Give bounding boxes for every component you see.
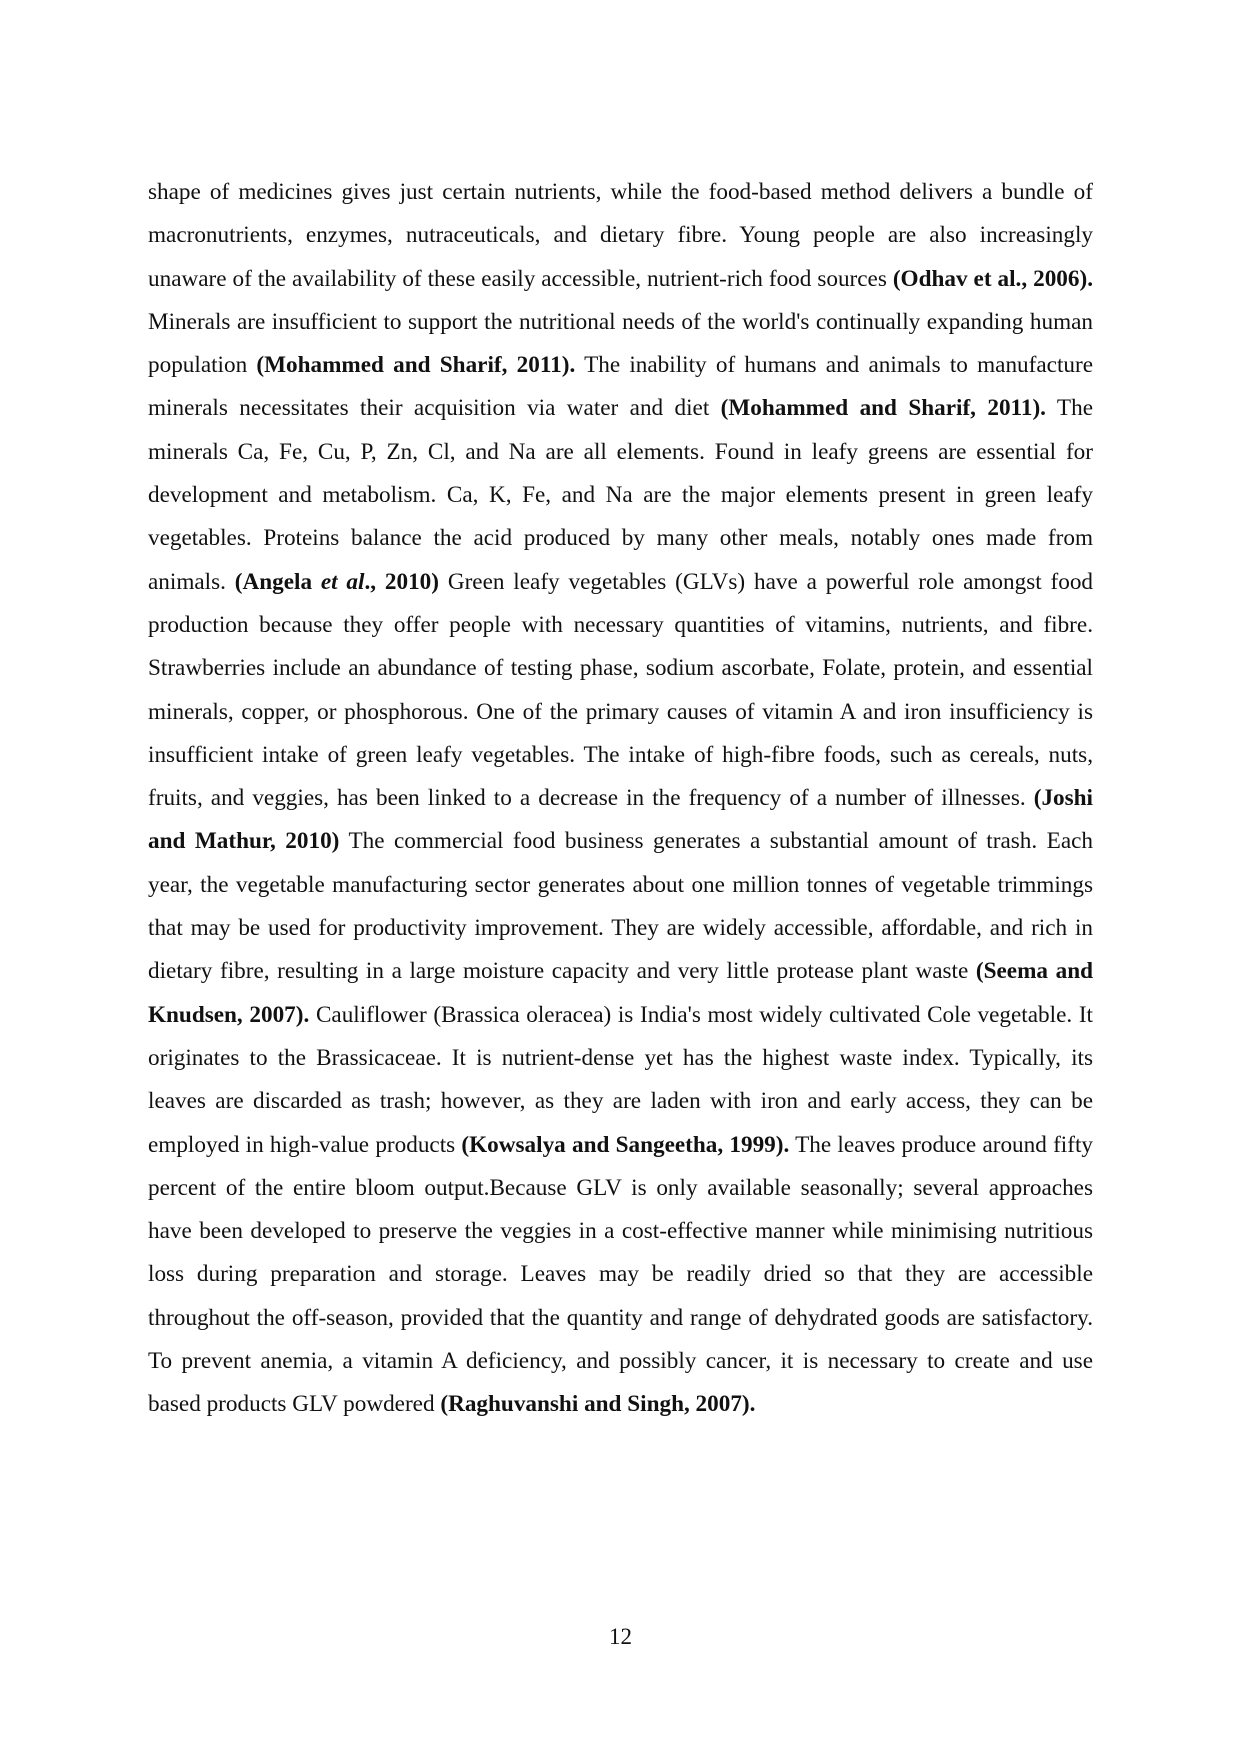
text-run: shape of medicines gives just certain nutrients, while the food-based method delivers a bundle of macronutrients, enzymes, nutraceuticals, and dietary fibre. Young people are also increasingly unaware of the availability of these easily accessible, nutrient-rich food sources (148, 179, 1093, 292)
citation-italic: et al (320, 568, 365, 595)
text-run: Cauliflower (Brassica oleracea) is India's most widely cultivated Cole vegetable. It originates to the Brassicaceae. It is nutrient-dense yet has the highest waste index. Typically, its leaves are discarded as trash; however, as they are laden with iron and early access, they can be employed in high-value products (148, 1001, 1093, 1158)
text-run: Green leafy vegetables (GLVs) have a powerful role amongst food production because they offer people with necessary quantities of vitamins, nutrients, and fibre. Strawberries include an abundance of testing phase, sodium ascorbate, Folate, protein, and essential minerals, copper, or phosphorous. One of the primary causes of vitamin A and iron insufficiency is insufficient intake of green leafy vegetables. The intake of high-fibre foods, such as cereals, nuts, fruits, and veggies, has been linked to a decrease in the frequency of a number of illnesses. (148, 568, 1094, 812)
page-number: 12 (609, 1624, 632, 1649)
text-run: The minerals Ca, Fe, Cu, P, Zn, Cl, and Na are all elements. Found in leafy greens are essential for development and metabolism. Ca, K, Fe, and Na are the major elements present in green leafy vegetables. Proteins balance the acid produced by many other meals, notably ones made from animals. (148, 395, 1093, 595)
text-run: The leaves produce around fifty percent of the entire bloom output.Because GLV is only available seasonally; several approaches have been developed to preserve the veggies in a cost-effective manner while minimising nutritious loss during preparation and storage. Leaves may be readily dried so that they are accessible throughout the off-season, provided that the quantity and range of dehydrated goods are satisfactory. To prevent anemia, a vitamin A deficiency, and possibly cancer, it is necessary to create and use based products GLV powdered (148, 1131, 1093, 1418)
text-run: The inability of humans and animals to manufacture minerals necessitates their acquisition via water and diet (148, 352, 1093, 422)
citation: (Raghuvanshi and Singh, 2007). (440, 1391, 756, 1418)
citation: (Seema and Knudsen, 2007). (148, 958, 1093, 1028)
text-run: The commercial food business generates a substantial amount of trash. Each year, the vegetable manufacturing sector generates about one million tonnes of vegetable trimmings that may be used for productivity improvement. They are widely accessible, affordable, and rich in dietary fibre, resulting in a large moisture capacity and very little protease plant waste (148, 828, 1093, 985)
citation: (Kowsalya and Sangeetha, 1999). (461, 1131, 790, 1158)
citation: (Mohammed and Sharif, 2011). (256, 352, 576, 379)
citation: (Angela (234, 568, 321, 595)
citation: ., 2010) (364, 568, 440, 595)
citation: (Mohammed and Sharif, 2011). (720, 395, 1046, 422)
text-run: Minerals are insufficient to support the nutritional needs of the world's continually expanding human population (148, 308, 1093, 379)
citation: (Joshi and Mathur, 2010) (148, 785, 1093, 855)
body-paragraph (148, 171, 1093, 1427)
citation-et-al (321, 569, 365, 595)
citation: (Odhav et al., 2006). (892, 265, 1093, 292)
